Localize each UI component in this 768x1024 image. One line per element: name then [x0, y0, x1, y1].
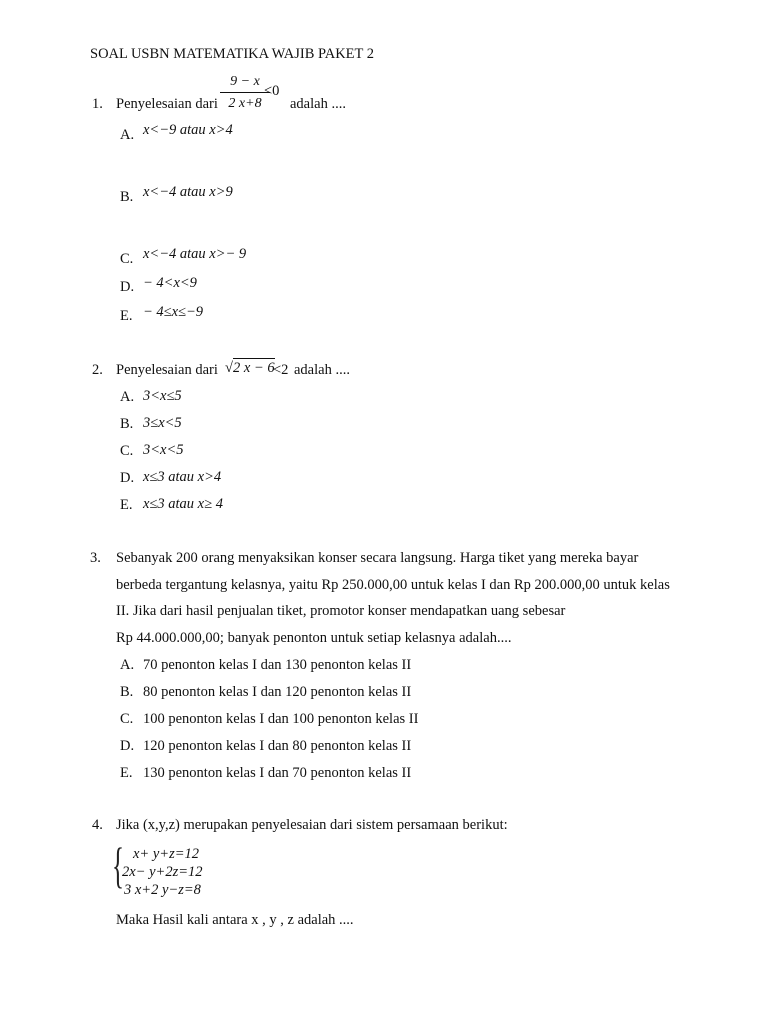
q2-option-a-text: 3<x≤5 [143, 388, 182, 404]
q2-option-a-label: A. [120, 389, 135, 405]
q1-option-d-text: − 4<x<9 [143, 275, 197, 291]
q2-suffix: adalah .... [294, 362, 350, 378]
q4-equation-1: x+ y+z=12 [133, 846, 199, 862]
q2-text: Penyelesaian dari [116, 362, 218, 378]
fraction-bar [220, 92, 270, 93]
q2-option-b-label: B. [120, 416, 134, 432]
q1-number: 1. [92, 96, 103, 112]
q1-option-c-label: C. [120, 251, 134, 267]
q3-option-a-label: A. [120, 657, 135, 673]
q3-option-a-text: 70 penonton kelas I dan 130 penonton kelas II [143, 657, 412, 673]
q3-text-line: II. Jika dari hasil penjualan tiket, promotor konser mendapatkan uang sebesar [116, 603, 566, 619]
q2-option-e-text: x≤3 atau x≥ 4 [143, 496, 223, 512]
q2-radical [225, 361, 275, 376]
q2-relation: <2 [273, 362, 289, 378]
q2-option-d-text: x≤3 atau x>4 [143, 469, 222, 485]
q3-option-d-text: 120 penonton kelas I dan 80 penonton kelas II [143, 738, 412, 754]
q1-option-e-text: − 4≤x≤−9 [143, 304, 204, 320]
q3-option-c-label: C. [120, 711, 134, 727]
q1-option-d-label: D. [120, 279, 135, 295]
q1-suffix: adalah .... [290, 96, 346, 112]
q3-option-e-text: 130 penonton kelas I dan 70 penonton kelas II [143, 765, 412, 781]
q4-text: Jika (x,y,z) merupakan penyelesaian dari sistem persamaan berikut: [116, 817, 508, 833]
q1-text: Penyelesaian dari [116, 96, 218, 112]
q4-equation-2: 2x− y+2z=12 [122, 864, 203, 880]
q1-option-a-text: x<−9 atau x>4 [143, 122, 233, 138]
square-root-icon: √ [225, 360, 233, 376]
q1-fraction-numerator: 9 − x [230, 74, 260, 89]
q2-option-c-label: C. [120, 443, 134, 459]
q3-option-d-label: D. [120, 738, 135, 754]
q1-option-a-label: A. [120, 127, 135, 143]
q3-number: 3. [90, 550, 101, 566]
q3-option-c-text: 100 penonton kelas I dan 100 penonton kelas II [143, 711, 419, 727]
page-title: SOAL USBN MATEMATIKA WAJIB PAKET 2 [90, 46, 374, 62]
q4-number: 4. [92, 817, 103, 833]
q2-option-c-text: 3<x<5 [143, 442, 184, 458]
q3-text-line: Rp 44.000.000,00; banyak penonton untuk setiap kelasnya adalah.... [116, 630, 512, 646]
q3-text-line: Sebanyak 200 orang menyaksikan konser secara langsung. Harga tiket yang mereka bayar [116, 550, 639, 566]
q3-option-e-label: E. [120, 765, 133, 781]
q1-option-b-label: B. [120, 189, 134, 205]
q4-equation-3: 3 x+2 y−z=8 [124, 882, 201, 898]
q2-option-b-text: 3≤x<5 [143, 415, 182, 431]
q2-option-e-label: E. [120, 497, 133, 513]
q3-option-b-label: B. [120, 684, 134, 700]
q2-option-d-label: D. [120, 470, 135, 486]
q4-closing: Maka Hasil kali antara x , y , z adalah .... [116, 912, 354, 928]
q3-option-b-text: 80 penonton kelas I dan 120 penonton kelas II [143, 684, 412, 700]
q1-relation: <0 [264, 83, 280, 99]
q2-number: 2. [92, 362, 103, 378]
q1-fraction-denominator: 2 x+8 [228, 96, 262, 111]
q1-option-e-label: E. [120, 308, 133, 324]
q1-option-b-text: x<−4 atau x>9 [143, 184, 233, 200]
q1-option-c-text: x<−4 atau x>− 9 [143, 246, 247, 262]
q2-radicand: 2 x − 6 [232, 360, 275, 376]
left-brace-icon: { [112, 837, 124, 893]
q3-text-line: berbeda tergantung kelasnya, yaitu Rp 250.000,00 untuk kelas I dan Rp 200.000,00 untuk kelas [116, 577, 670, 593]
q1-fraction [220, 75, 270, 111]
